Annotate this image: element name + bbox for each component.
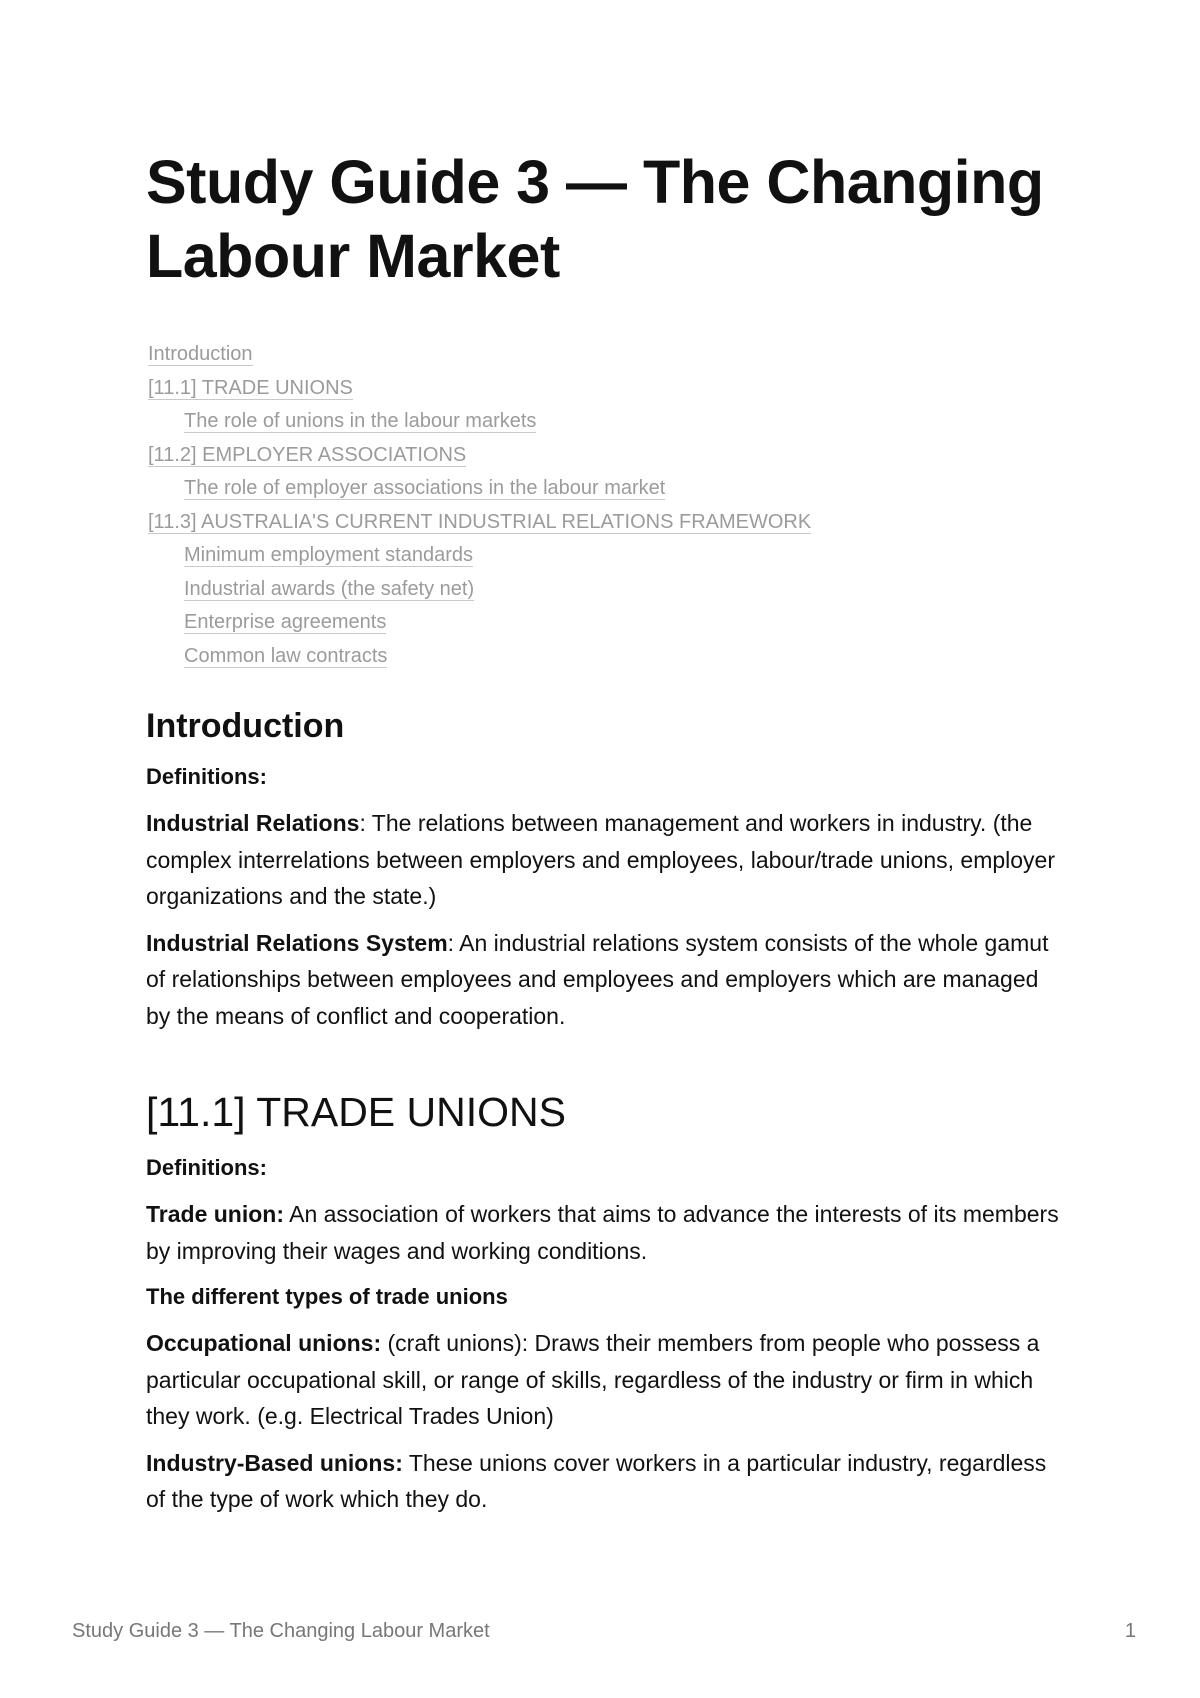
definition-text: : An industrial relations system consists of the whole gamut of relationships between employees and employees and employers which are managed by the means of conflict and cooperation. bbox=[146, 929, 1049, 1029]
toc-link[interactable]: Enterprise agreements bbox=[184, 611, 387, 633]
definition-industrial-relations bbox=[146, 805, 1066, 915]
definition-occupational-unions bbox=[146, 1325, 1066, 1435]
toc-item[interactable] bbox=[148, 441, 1048, 475]
toc-link[interactable]: Common law contracts bbox=[184, 644, 388, 667]
toc-item[interactable] bbox=[148, 608, 1048, 642]
section-heading-trade-unions: [11.1] TRADE UNIONS bbox=[146, 1089, 566, 1135]
toc-item[interactable] bbox=[148, 642, 1048, 676]
toc-link[interactable]: Industrial awards (the safety net) bbox=[184, 577, 475, 600]
definition-trade-union bbox=[146, 1196, 1066, 1269]
definition-industrial-relations-system bbox=[146, 925, 1066, 1035]
definition-term: Industry-Based unions: bbox=[146, 1449, 403, 1476]
subheading-types-of-unions: The different types of trade unions bbox=[146, 1284, 508, 1309]
toc-item[interactable] bbox=[148, 340, 1048, 374]
toc-item[interactable] bbox=[148, 407, 1048, 441]
footer-title: Study Guide 3 — The Changing Labour Market bbox=[72, 1620, 490, 1642]
definition-text: : The relations between management and workers in industry. (the complex interrelations between employers and employees, labour/trade unions, employer organizations and the state.) bbox=[146, 810, 1055, 909]
toc-link[interactable]: [11.1] TRADE UNIONS bbox=[148, 376, 353, 399]
definition-industry-based-unions bbox=[146, 1445, 1066, 1518]
toc-item[interactable] bbox=[148, 508, 1048, 542]
toc-item[interactable] bbox=[148, 374, 1048, 408]
toc-link[interactable]: [11.3] AUSTRALIA'S CURRENT INDUSTRIAL RELATIONS FRAMEWORK bbox=[148, 510, 812, 533]
document-title: Study Guide 3 — The Changing Labour Market bbox=[146, 148, 1044, 290]
definition-term: Occupational unions: bbox=[146, 1330, 382, 1356]
definition-term: Industrial Relations System bbox=[146, 929, 448, 956]
toc-item[interactable] bbox=[148, 575, 1048, 609]
toc-link[interactable]: [11.2] EMPLOYER ASSOCIATIONS bbox=[148, 443, 467, 466]
toc-link[interactable]: The role of unions in the labour markets bbox=[184, 410, 537, 432]
definitions-label: Definitions: bbox=[146, 1155, 267, 1180]
definition-text: (craft unions): Draws their members from people who possess a particular occupational skill, or range of skills, regardless of the industry or firm in which they work. (e.g. Electrical Trades Union) bbox=[146, 1330, 1040, 1429]
definition-term: Industrial Relations bbox=[146, 810, 360, 836]
definition-text: These unions cover workers in a particular industry, regardless of the type of work which they do. bbox=[146, 1449, 1047, 1512]
toc-link[interactable]: Minimum employment standards bbox=[184, 544, 473, 566]
document-body bbox=[146, 703, 1066, 1518]
toc-link[interactable]: Introduction bbox=[148, 343, 253, 365]
section-heading-introduction: Introduction bbox=[146, 707, 345, 745]
toc-item[interactable] bbox=[148, 474, 1048, 508]
table-of-contents bbox=[148, 340, 1048, 675]
definition-text: An association of workers that aims to advance the interests of its members by improving their wages and working conditions. bbox=[146, 1201, 1059, 1264]
page-number: 1 bbox=[1124, 1620, 1136, 1642]
definitions-label: Definitions: bbox=[146, 764, 267, 789]
toc-link[interactable]: The role of employer associations in the labour market bbox=[184, 477, 666, 499]
definition-term: Trade union: bbox=[146, 1201, 284, 1227]
toc-item[interactable] bbox=[148, 541, 1048, 575]
